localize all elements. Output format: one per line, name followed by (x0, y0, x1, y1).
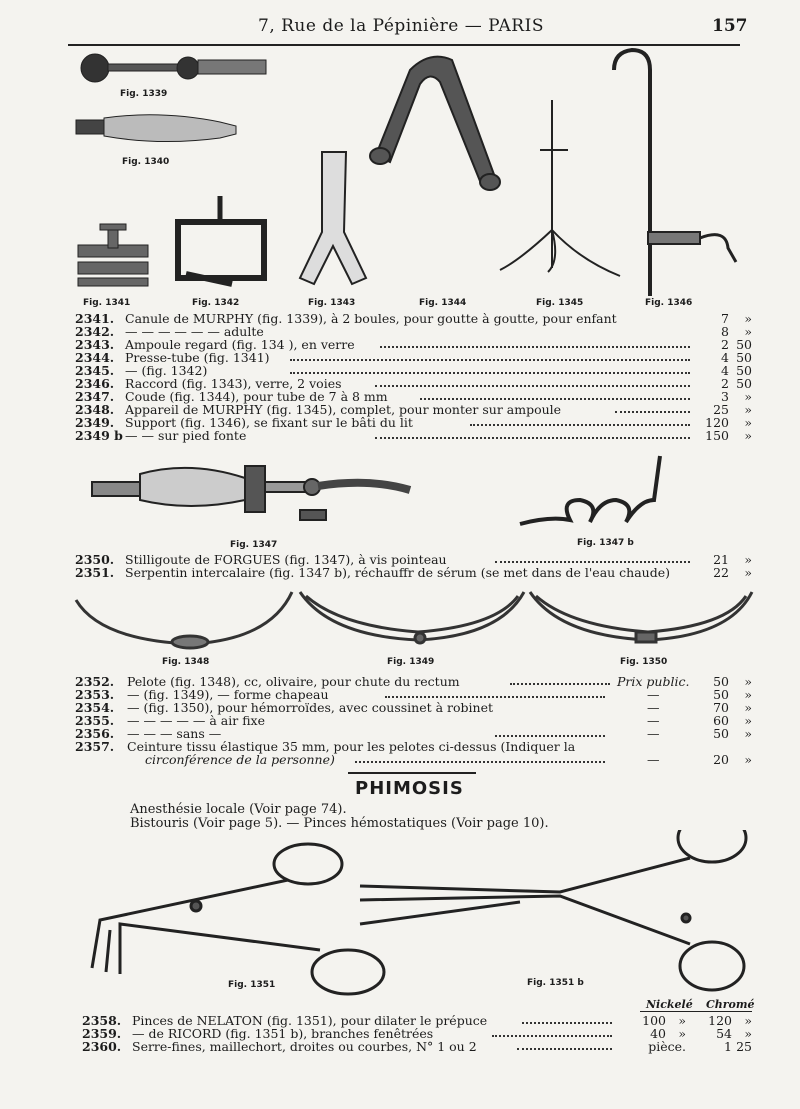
item-number: 2359. (82, 1026, 122, 1041)
dot-leader (380, 338, 690, 348)
chrome-price: 120 (708, 1013, 732, 1028)
fig-label-1347: Fig. 1347 (230, 540, 278, 550)
dot-leader (290, 364, 690, 374)
item-description: — de RICORD (fig. 1351 b), branches fenêtrées (132, 1026, 434, 1041)
item-number: 2348. (75, 402, 115, 417)
item-column-mark: — (647, 687, 660, 702)
item-price: 70 (713, 700, 729, 715)
item-column-mark: — (647, 726, 660, 741)
item-column-mark: — (647, 752, 660, 767)
bottom-illustrations (0, 830, 800, 1000)
item-description: Serre-fines, maillechort, droites ou courbes, N° 1 ou 2 (132, 1039, 477, 1054)
item-number: 2345. (75, 363, 115, 378)
fig-label-1342: Fig. 1342 (192, 298, 240, 308)
item-price-cents: » (744, 428, 752, 443)
item-price-cents: » (744, 389, 752, 404)
dot-leader (375, 377, 690, 387)
fig-1345-illustration (500, 100, 620, 276)
dot-leader (492, 1027, 612, 1037)
item-description: Ceinture tissu élastique 35 mm, pour les pelotes ci-dessus (Indiquer la (127, 739, 576, 754)
item-description: — (fig. 1349), — forme chapeau (127, 687, 329, 702)
item-description: Canule de MURPHY (fig. 1339), à 2 boules, pour goutte à goutte, pour enfant (125, 311, 617, 326)
item-price: 50 (713, 726, 729, 741)
mid-illustrations (0, 448, 800, 548)
item-number: 2349. (75, 415, 115, 430)
item-description: — — — — — à air fixe (127, 713, 265, 728)
item-description: circonférence de la personne) (145, 752, 335, 767)
chrome-price: 1 (724, 1039, 732, 1054)
item-description: — (fig. 1350), pour hémorroïdes, avec coussinet à robinet (127, 700, 493, 715)
fig-label-1343: Fig. 1343 (308, 298, 356, 308)
fig-1344-illustration (370, 57, 500, 190)
prix-public-label: Prix public. (617, 674, 690, 689)
dot-leader (375, 429, 690, 439)
item-description: Coude (fig. 1344), pour tube de 7 à 8 mm (125, 389, 388, 404)
fig-label-1344: Fig. 1344 (419, 298, 467, 308)
item-description: Support (fig. 1346), se fixant sur le bâti du lit (125, 415, 413, 430)
dot-leader (495, 553, 690, 563)
item-description: — — sur pied fonte (125, 428, 247, 443)
dot-leader (522, 1014, 612, 1024)
dot-leader (290, 351, 690, 361)
item-description: — — — sans — (127, 726, 222, 741)
fig-label-1346: Fig. 1346 (645, 298, 693, 308)
item-number: 2353. (75, 687, 115, 702)
item-price: 21 (713, 552, 729, 567)
nickele-cents: » (678, 1013, 686, 1028)
item-number: 2347. (75, 389, 115, 404)
column-header-chrome: Chromé (706, 998, 755, 1011)
item-number: 2354. (75, 700, 115, 715)
dot-leader (355, 753, 605, 763)
fig-label-1345: Fig. 1345 (536, 298, 584, 308)
item-price: 50 (713, 674, 729, 689)
item-price: 4 (721, 350, 729, 365)
item-price: 120 (705, 415, 729, 430)
item-price: 3 (721, 389, 729, 404)
fig-label-1347b: Fig. 1347 b (577, 538, 634, 548)
fig-label-1340: Fig. 1340 (122, 157, 170, 167)
fig-label-1351b: Fig. 1351 b (527, 978, 584, 988)
nickele-cents: » (678, 1026, 686, 1041)
item-number: 2355. (75, 713, 115, 728)
item-price-cents: 50 (736, 376, 752, 391)
fig-1351b-illustration (360, 830, 746, 990)
header-title: 7, Rue de la Pépinière — PARIS (258, 16, 544, 36)
item-number: 2351. (75, 565, 115, 580)
section-heading: PHIMOSIS (355, 778, 464, 799)
nickele-price: pièce. (648, 1039, 686, 1054)
page-header (0, 14, 800, 38)
fig-label-1348: Fig. 1348 (162, 657, 210, 667)
fig-1340-illustration (76, 115, 236, 142)
item-price: 25 (713, 402, 729, 417)
fig-1343-illustration (300, 152, 366, 284)
column-header-rule (640, 1011, 752, 1012)
fig-label-1341: Fig. 1341 (83, 298, 131, 308)
item-price-cents: » (744, 713, 752, 728)
item-number: 2341. (75, 311, 115, 326)
page-number: 157 (712, 16, 748, 36)
item-price-cents: » (744, 752, 752, 767)
nickele-price: 40 (650, 1026, 666, 1041)
item-number: 2357. (75, 739, 115, 754)
item-price-cents: 50 (736, 350, 752, 365)
section-rule (348, 772, 476, 774)
dot-leader (385, 688, 605, 698)
item-price: 60 (713, 713, 729, 728)
item-price: 2 (721, 337, 729, 352)
pelote-illustrations (0, 585, 800, 655)
item-price-cents: » (744, 700, 752, 715)
fig-label-1349: Fig. 1349 (387, 657, 435, 667)
item-price: 4 (721, 363, 729, 378)
fig-label-1351: Fig. 1351 (228, 980, 276, 990)
item-column-mark: — (647, 700, 660, 715)
phimosis-note-2: Bistouris (Voir page 5). — Pinces hémostatiques (Voir page 10). (130, 816, 549, 831)
item-number: 2344. (75, 350, 115, 365)
item-price-cents: » (744, 565, 752, 580)
fig-1347b-illustration (520, 456, 660, 524)
fig-label-1339: Fig. 1339 (120, 89, 168, 99)
item-description: Raccord (fig. 1343), verre, 2 voies (125, 376, 342, 391)
item-price: 7 (721, 311, 729, 326)
item-price: 20 (713, 752, 729, 767)
dot-leader (420, 390, 690, 400)
dot-leader (510, 675, 610, 685)
item-price: 50 (713, 687, 729, 702)
item-description: Serpentin intercalaire (fig. 1347 b), réchauffr de sérum (se met dans de l'eau chaude) (125, 565, 671, 580)
item-price: 8 (721, 324, 729, 339)
item-price-cents: » (744, 324, 752, 339)
item-description: Pelote (fig. 1348), cc, olivaire, pour chute du rectum (127, 674, 460, 689)
dot-leader (517, 1040, 612, 1050)
item-price: 150 (705, 428, 729, 443)
item-price-cents: » (744, 552, 752, 567)
fig-label-1350: Fig. 1350 (620, 657, 668, 667)
chrome-cents: » (744, 1013, 752, 1028)
phimosis-note-1: Anesthésie locale (Voir page 74). (130, 802, 347, 817)
item-price-cents: » (744, 674, 752, 689)
item-description: Presse-tube (fig. 1341) (125, 350, 270, 365)
item-column-mark: — (647, 713, 660, 728)
fig-1351-illustration (92, 844, 384, 994)
item-description: Pinces de NELATON (fig. 1351), pour dilater le prépuce (132, 1013, 488, 1028)
item-description: — (fig. 1342) (125, 363, 208, 378)
column-header-nickele: Nickelé (646, 998, 693, 1011)
item-number: 2360. (82, 1039, 122, 1054)
item-number: 2349 b (75, 428, 123, 443)
item-price-cents: 50 (736, 363, 752, 378)
item-price-cents: » (744, 726, 752, 741)
item-price-cents: » (744, 402, 752, 417)
fig-1347-illustration (92, 466, 410, 520)
fig-1341-illustration (78, 224, 148, 286)
chrome-cents: 25 (736, 1039, 752, 1054)
item-number: 2346. (75, 376, 115, 391)
item-number: 2352. (75, 674, 115, 689)
item-description: — — — — — — adulte (125, 324, 264, 339)
dot-leader (470, 416, 690, 426)
fig-1339-illustration (81, 54, 266, 82)
item-number: 2350. (75, 552, 115, 567)
item-price: 2 (721, 376, 729, 391)
item-price-cents: » (744, 311, 752, 326)
item-price-cents: » (744, 415, 752, 430)
chrome-cents: » (744, 1026, 752, 1041)
item-price: 22 (713, 565, 729, 580)
item-number: 2358. (82, 1013, 122, 1028)
chrome-price: 54 (716, 1026, 732, 1041)
fig-1346-illustration (614, 50, 736, 296)
item-description: Stilligoute de FORGUES (fig. 1347), à vis pointeau (125, 552, 447, 567)
item-number: 2356. (75, 726, 115, 741)
item-price-cents: » (744, 687, 752, 702)
item-description: Appareil de MURPHY (fig. 1345), complet, pour monter sur ampoule (125, 402, 562, 417)
dot-leader (495, 727, 605, 737)
item-price-cents: 50 (736, 337, 752, 352)
item-description: Ampoule regard (fig. 134 ), en verre (125, 337, 355, 352)
nickele-price: 100 (642, 1013, 666, 1028)
dot-leader (615, 403, 690, 413)
fig-1342-illustration (178, 196, 264, 284)
item-number: 2343. (75, 337, 115, 352)
item-number: 2342. (75, 324, 115, 339)
